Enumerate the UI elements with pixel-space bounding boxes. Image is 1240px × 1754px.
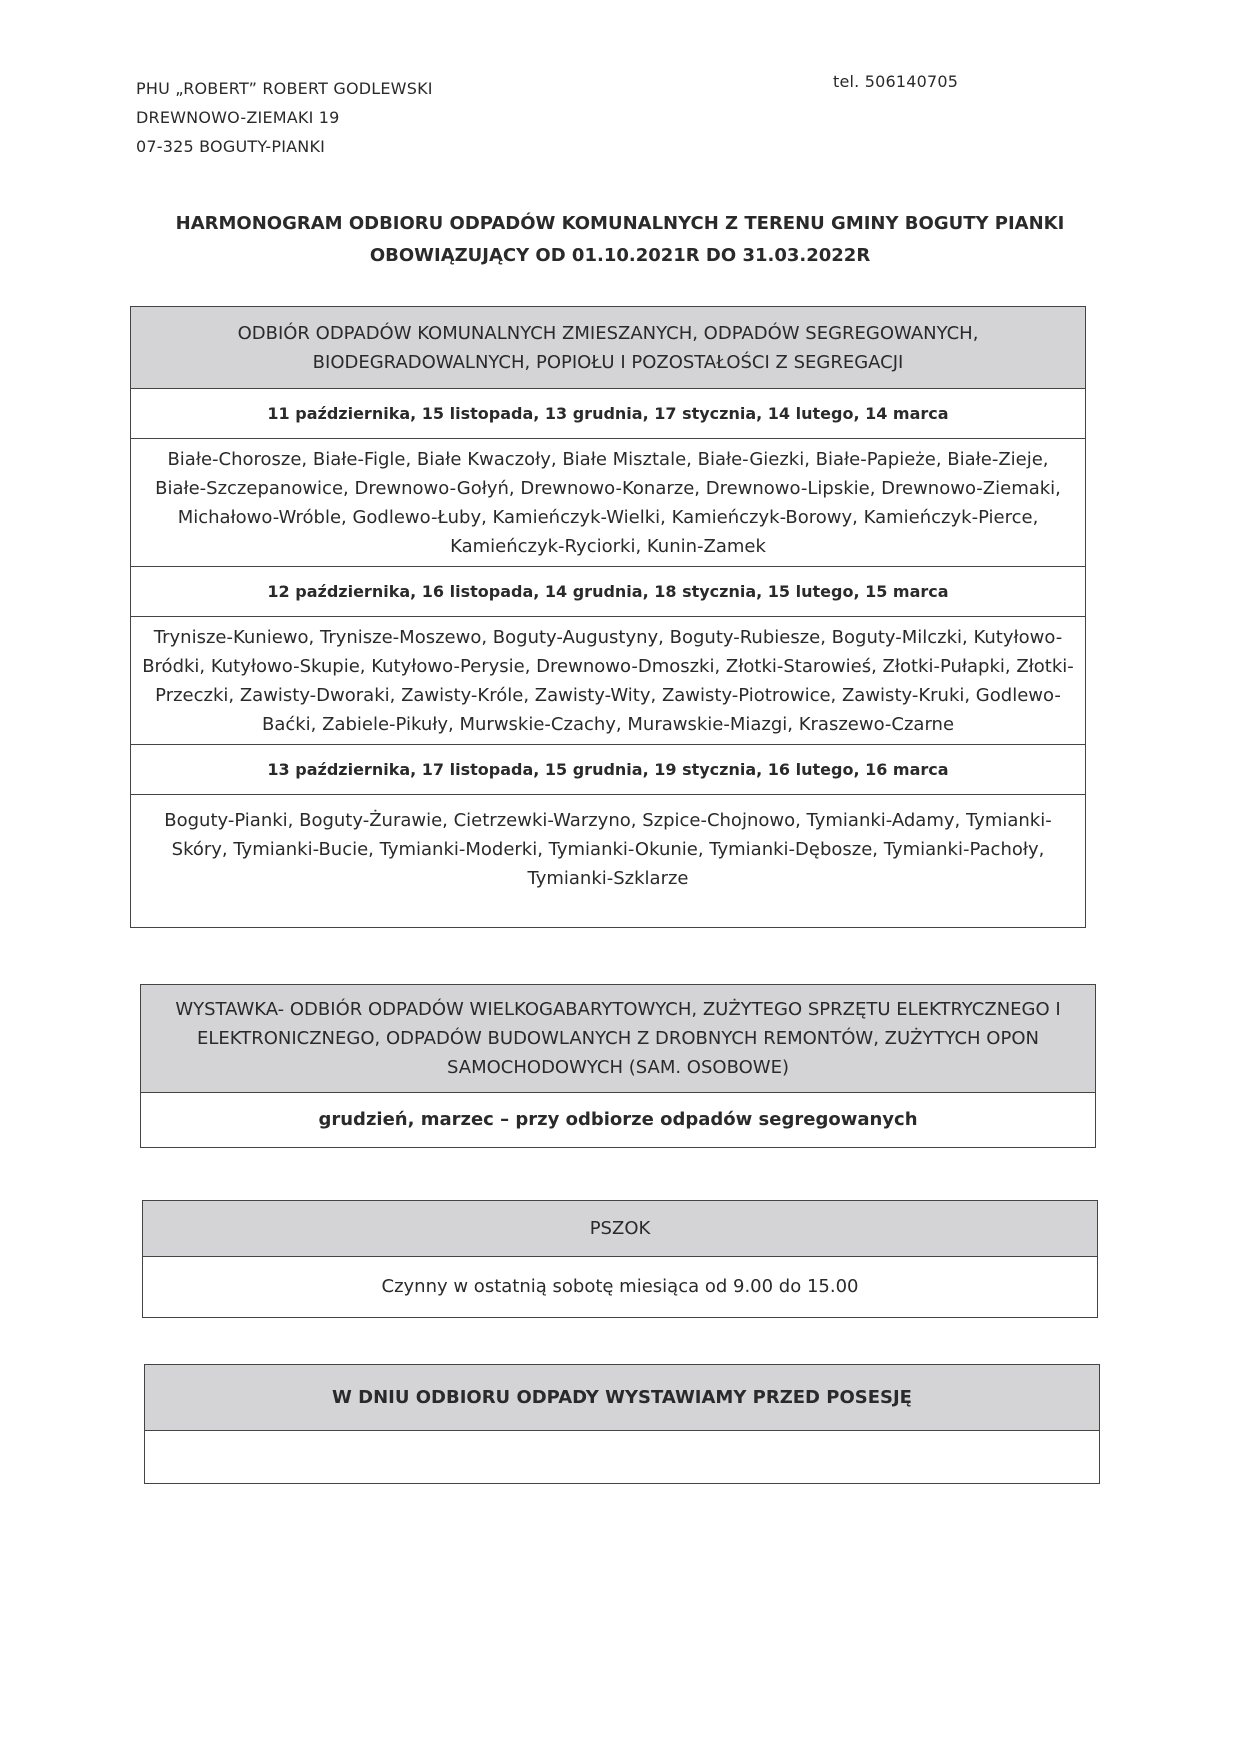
municipal-heading-line-2: BIODEGRADOWALNYCH, POPIOŁU I POZOSTAŁOŚCI Z SEGREGACJI [312, 351, 904, 373]
bulky-heading [141, 985, 1095, 1093]
bulky-heading-line-3: SAMOCHODOWYCH (SAM. OSOBOWE) [447, 1057, 789, 1078]
group-3-places: Boguty-Pianki, Boguty-Żurawie, Cietrzewki-Warzyno, Szpice-Chojnowo, Tymianki-Adamy, Tymianki-Skóry, Tymianki-Bucie, Tymianki-Moderki, Tymianki-Okunie, Tymianki-Dębosze, Tymianki-Pachoły, Tymianki-Szklarze [164, 810, 1052, 889]
group-3-dates: 13 października, 17 listopada, 15 grudnia, 19 stycznia, 16 lutego, 16 marca [131, 745, 1085, 795]
title-line-1: HARMONOGRAM ODBIORU ODPADÓW KOMUNALNYCH Z TERENU GMINY BOGUTY PIANKI [175, 213, 1065, 234]
bulky-heading-line-2: ELEKTRONICZNEGO, ODPADÓW BUDOWLANYCH Z DROBNYCH REMONTÓW, ZUŻYTYCH OPON [197, 1028, 1039, 1049]
bulky-waste-table [140, 984, 1096, 1148]
bulky-heading-line-1: WYSTAWKA- ODBIÓR ODPADÓW WIELKOGABARYTOWYCH, ZUŻYTEGO SPRZĘTU ELEKTRYCZNEGO I [175, 999, 1061, 1020]
sender-name: PHU „ROBERT” ROBERT GODLEWSKI [136, 79, 433, 98]
sender-street: DREWNOWO-ZIEMAKI 19 [136, 108, 340, 127]
municipal-heading-line-1: ODBIÓR ODPADÓW KOMUNALNYCH ZMIESZANYCH, ODPADÓW SEGREGOWANYCH, [237, 322, 979, 344]
bulky-schedule: grudzień, marzec – przy odbiorze odpadów segregowanych [318, 1109, 918, 1130]
notice-table [144, 1364, 1100, 1484]
notice-empty-row [145, 1431, 1099, 1482]
group-2-dates: 12 października, 16 listopada, 14 grudnia, 18 stycznia, 15 lutego, 15 marca [131, 567, 1085, 617]
sender-city: 07-325 BOGUTY-PIANKI [136, 137, 326, 156]
group-1-dates: 11 października, 15 listopada, 13 grudnia, 17 stycznia, 14 lutego, 14 marca [131, 389, 1085, 439]
municipal-schedule-table [130, 306, 1086, 928]
pszok-hours: Czynny w ostatnią sobotę miesiąca od 9.00 do 15.00 [381, 1276, 859, 1297]
group-1-places: Białe-Chorosze, Białe-Figle, Białe Kwaczoły, Białe Misztale, Białe-Giezki, Białe-Papieże, Białe-Zieje, Białe-Szczepanowice, Drewnowo-Gołyń, Drewnowo-Konarze, Drewnowo-Lipskie, Drewnowo-Ziemaki, Michałowo-Wróble, Godlewo-Łuby, Kamieńczyk-Wielki, Kamieńczyk-Borowy, Kamieńczyk-Pierce, Kamieńczyk-Ryciorki, Kunin-Zamek [131, 439, 1085, 567]
title-line-2: OBOWIĄZUJĄCY OD 01.10.2021R DO 31.03.2022R [369, 245, 871, 266]
notice-heading: W DNIU ODBIORU ODPADY WYSTAWIAMY PRZED POSESJĘ [145, 1365, 1099, 1431]
pszok-heading: PSZOK [143, 1201, 1097, 1257]
pszok-table [142, 1200, 1098, 1318]
sender-address [136, 74, 433, 161]
document-title [130, 208, 1110, 272]
group-2-places: Trynisze-Kuniewo, Trynisze-Moszewo, Boguty-Augustyny, Boguty-Rubiesze, Boguty-Milczki, Kutyłowo-Bródki, Kutyłowo-Skupie, Kutyłowo-Perysie, Drewnowo-Dmoszki, Złotki-Starowieś, Złotki-Pułapki, Złotki-Przeczki, Zawisty-Dworaki, Zawisty-Króle, Zawisty-Wity, Zawisty-Piotrowice, Zawisty-Kruki, Godlewo-Baćki, Zabiele-Pikuły, Murwskie-Czachy, Murawskie-Miazgi, Kraszewo-Czarne [131, 617, 1085, 745]
municipal-heading [131, 307, 1085, 389]
phone-number: tel. 506140705 [833, 72, 959, 91]
